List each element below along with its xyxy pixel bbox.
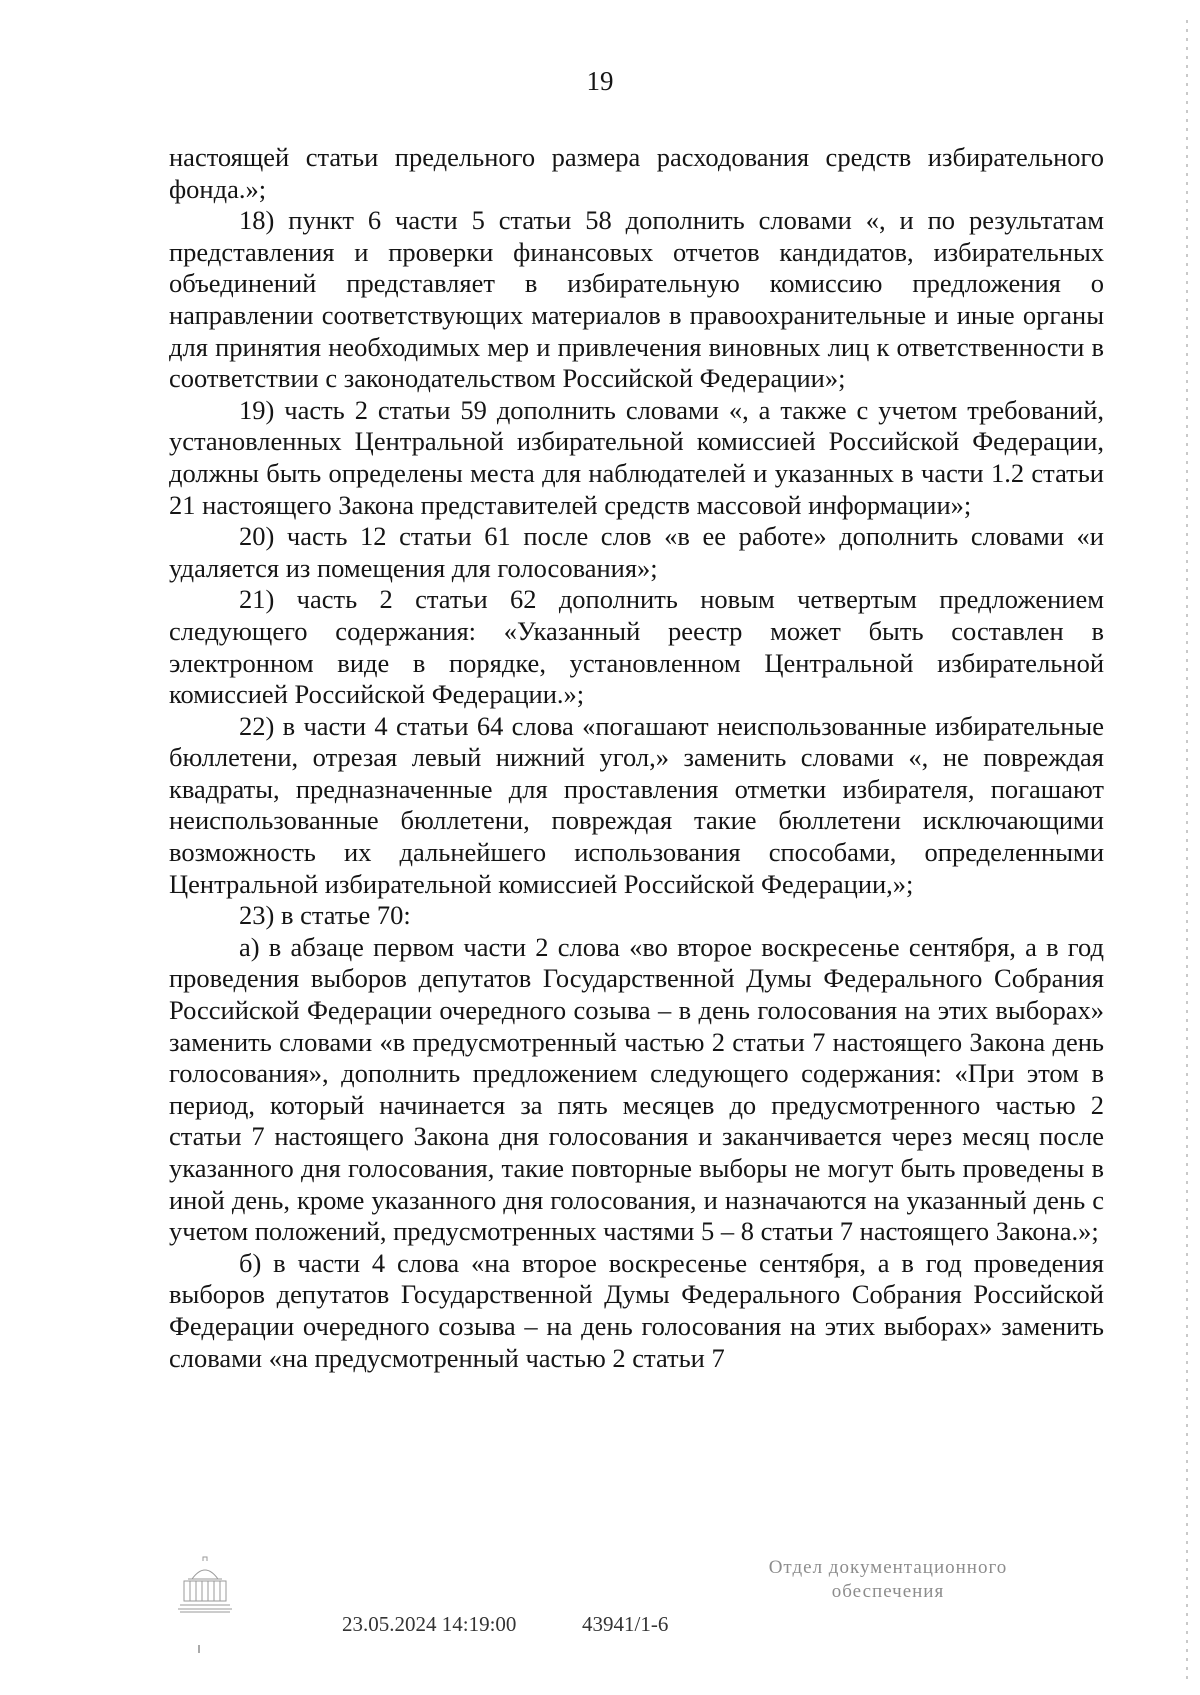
scan-edge-marks bbox=[1186, 20, 1188, 1680]
paragraph-5: 22) в части 4 статьи 64 слова «погашают неиспользованные избирательные бюллетени, отрезая левый нижний угол,» заменить словами «, не повреждая квадраты, предназначенные для проставления отметки избирателя, погашают неиспользованные бюллетени, повреждая такие бюллетени исключающими возможность их дальнейшего использования способами, определенными Центральной избирательной комиссией Российской Федерации,»; bbox=[169, 710, 1104, 899]
paragraph-6: 23) в статье 70: bbox=[239, 900, 411, 931]
paragraph-4: 21) часть 2 статьи 62 дополнить новым четвертым предложением следующего содержания: «Указанный реестр может быть составлен в электронном виде в порядке, установленном Центральной избирательной комиссией Российской Федерации.»; bbox=[169, 584, 1104, 710]
paragraph-2: 19) часть 2 статьи 59 дополнить словами «, а также с учетом требований, установленных Центральной избирательной комиссией Российской Федерации, должны быть определены места для наблюдателей и указанных в части 1.2 статьи 21 настоящего Закона представителей средств массовой информации»; bbox=[169, 394, 1104, 520]
footer-datetime: 23.05.2024 14:19:00 bbox=[342, 1612, 517, 1636]
paragraph-7: а) в абзаце первом части 2 слова «во второе воскресенье сентября, а в год проведения выборов депутатов Государственной Думы Федерального Собрания Российской Федерации очередного созыва – в день голосования на этих выборах» заменить словами «в предусмотренный частью 2 статьи 7 настоящего Закона день голосования», дополнить предложением следующего содержания: «При этом в период, который начинается за пять месяцев до предусмотренного частью 2 статьи 7 настоящего Закона дня голосования и заканчивается через месяц после указанного дня голосования, такие повторные выборы не могут быть проведены в иной день, кроме указанного дня голосования, и назначаются на указанный день с учетом положений, предусмотренных частями 5 – 8 статьи 7 настоящего Закона.»; bbox=[169, 931, 1104, 1247]
duma-building-icon bbox=[174, 1555, 236, 1615]
paragraph-8: б) в части 4 слова «на второе воскресенье сентября, а в год проведения выборов депутатов Государственной Думы Федерального Собрания Российской Федерации очередного созыва – на день голосования на этих выборах» заменить словами «на предусмотренный частью 2 статьи 7 bbox=[169, 1247, 1104, 1373]
department-stamp bbox=[738, 1556, 1038, 1604]
stamp-line-2: обеспечения bbox=[831, 1581, 945, 1602]
paragraph-3: 20) часть 12 статьи 61 после слов «в ее работе» дополнить словами «и удаляется из помещения для голосования»; bbox=[169, 521, 1104, 583]
document-body bbox=[169, 142, 1104, 1374]
paragraph-0: настоящей статьи предельного размера расходования средств избирательного фонда.»; bbox=[169, 142, 1104, 204]
page-number: 19 bbox=[586, 66, 614, 96]
paragraph-1: 18) пункт 6 части 5 статьи 58 дополнить словами «, и по результатам представления и проверки финансовых отчетов кандидатов, избирательных объединений представляет в избирательную комиссию предложения о направлении соответствующих материалов в правоохранительные и иные органы для принятия необходимых мер и привлечения виновных лиц к ответственности в соответствии с законодательством Российской Федерации»; bbox=[169, 205, 1104, 394]
footer-doc-number: 43941/1-6 bbox=[582, 1612, 669, 1636]
stamp-line-1: Отдел документационного bbox=[768, 1557, 1008, 1578]
scan-mark bbox=[198, 1645, 200, 1653]
